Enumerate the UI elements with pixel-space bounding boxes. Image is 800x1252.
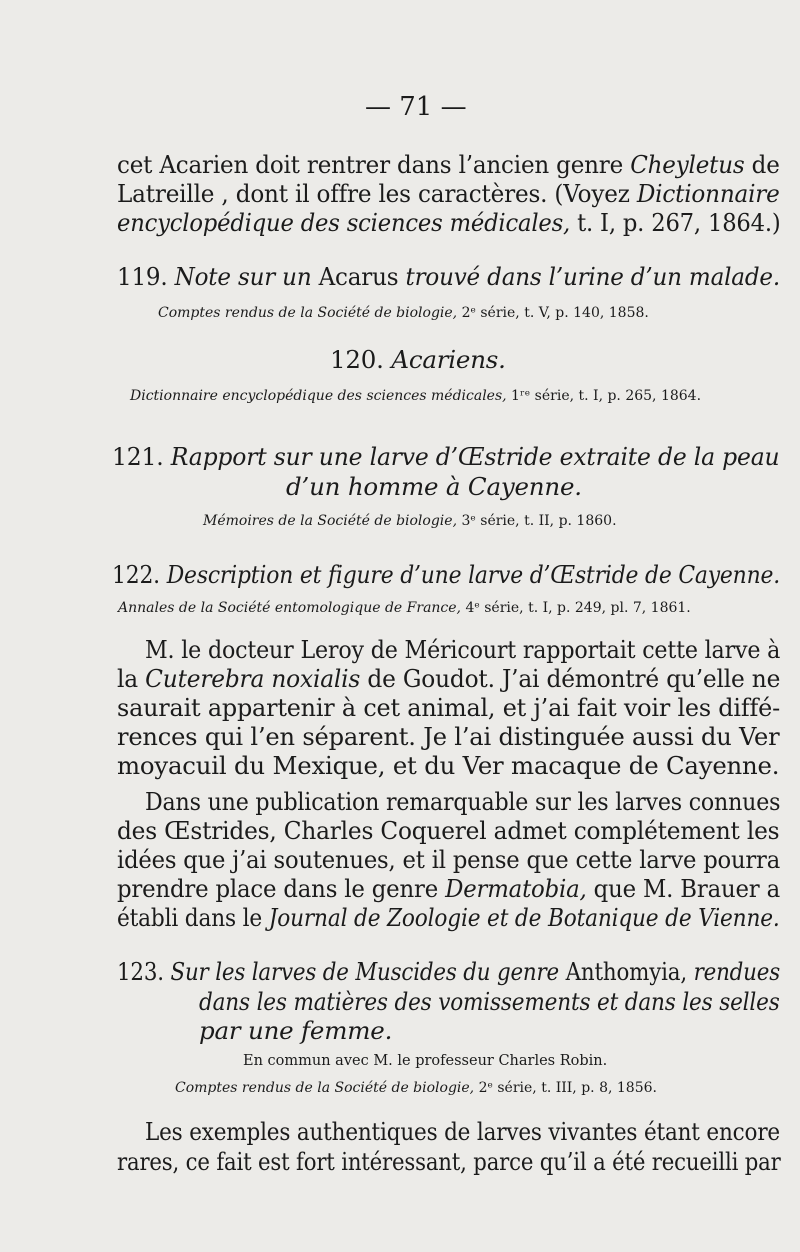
entry-120-title: 120. Acariens.	[330, 345, 506, 374]
entry-123-title: 123. Sur les larves de Muscides du genre Anthomyia, rendues	[117, 957, 781, 986]
text-line: des Œstrides, Charles Coquerel admet complétement les	[117, 816, 780, 845]
text-line: saurait appartenir à cet animal, et j’ai fait voir les diffé-	[117, 693, 780, 722]
entry-121-reference: Mémoires de la Société de biologie, 3ᵉ série, t. II, p. 1860.	[203, 513, 617, 529]
text-line: Dans une publication remarquable sur les larves connues	[145, 787, 781, 816]
entry-122-title: 122. Description et figure d’une larve d’Œstride de Cayenne.	[112, 560, 781, 589]
text-line: établi dans le Journal de Zoologie et de Botanique de Vienne.	[117, 903, 780, 932]
entry-123-title-cont: par une femme.	[199, 1016, 393, 1045]
entry-121-title-cont: d’un homme à Cayenne.	[286, 472, 582, 501]
text-line: cet Acarien doit rentrer dans l’ancien genre Cheyletus de	[117, 150, 780, 179]
text-line: la Cuterebra noxialis de Goudot. J’ai démontré qu’elle ne	[117, 664, 781, 693]
entry-123-reference: Comptes rendus de la Société de biologie, 2ᵉ série, t. III, p. 8, 1856.	[175, 1080, 657, 1096]
text-line: Les exemples authentiques de larves vivantes étant encore	[145, 1117, 780, 1146]
text-line: rences qui l’en séparent. Je l’ai distinguée aussi du Ver	[117, 722, 780, 751]
entry-121-title: 121. Rapport sur une larve d’Œstride extraite de la peau	[112, 442, 780, 471]
text-line: M. le docteur Leroy de Méricourt rapportait cette larve à	[145, 635, 781, 664]
page-number: — 71 —	[365, 92, 467, 122]
text-line: rares, ce fait est fort intéressant, parce qu’il a été recueilli par	[117, 1147, 781, 1176]
entry-123-title-cont: dans les matières des vomissements et dans les selles	[199, 987, 780, 1016]
entry-120-reference: Dictionnaire encyclopédique des sciences médicales, 1ʳᵉ série, t. I, p. 265, 1864.	[130, 388, 702, 404]
entry-119-reference: Comptes rendus de la Société de biologie, 2ᵉ série, t. V, p. 140, 1858.	[158, 305, 649, 321]
text-line: encyclopédique des sciences médicales, t. I, p. 267, 1864.)	[117, 208, 781, 237]
entry-123-coauthor: En commun avec M. le professeur Charles Robin.	[243, 1053, 608, 1069]
text-line: idées que j’ai soutenues, et il pense que cette larve pourra	[117, 845, 781, 874]
text-line: prendre place dans le genre Dermatobia, que M. Brauer a	[117, 874, 781, 903]
entry-122-reference: Annales de la Société entomologique de France, 4ᵉ série, t. I, p. 249, pl. 7, 1861.	[118, 600, 691, 616]
entry-119-title: 119. Note sur un Acarus trouvé dans l’urine d’un malade.	[117, 262, 780, 291]
text-line: moyacuil du Mexique, et du Ver macaque de Cayenne.	[117, 751, 780, 780]
text-line: Latreille , dont il offre les caractères. (Voyez Dictionnaire	[117, 179, 780, 208]
